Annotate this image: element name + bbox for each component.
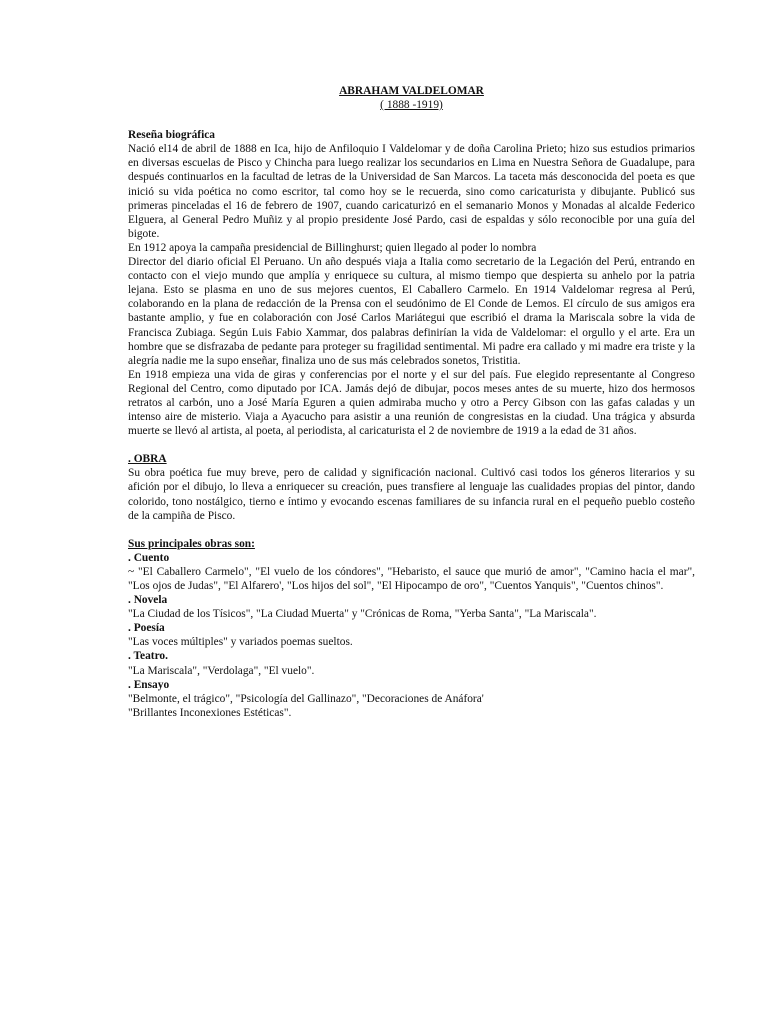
works-list: "Brillantes Inconexiones Estéticas".: [128, 706, 292, 719]
genre-heading: . Teatro.: [128, 650, 168, 663]
obra-paragraph: Su obra poética fue muy breve, pero de calidad y significación nacional. Cultivó casi todos los géneros literarios y su afición por el dibujo, lo lleva a enriquecer su creación, pues transfiere al lenguaje las cualidades propias del pintor, dando colorido, tono nostálgico, tierno e íntimo y evocando escenas familiares de su infancia rural en el pequeño pueblo costeño de la campiña de Pisco.: [128, 467, 695, 522]
bio-paragraph: En 1918 empieza una vida de giras y conferencias por el norte y el sur del país. Fue elegido representante al Congreso Regional del Centro, como diputado por ICA. Jamás dejó de dibujar, pocos meses antes de su muerte, hizo dos hermosos retratos al carbón, uno a José María Eguren a quien admiraba mucho y otro a Percy Gibson con las gafas caladas y un intenso aire de misterio. Viaja a Ayacucho para asistir a una reunión de congresistas en la ciudad. Una trágica y absurda muerte se llevó al artista, al poeta, al periodista, al caricaturista el 2 de noviembre de 1919 a la edad de 31 años.: [128, 368, 695, 438]
works-list: "Belmonte, el trágico", "Psicología del Gallinazo", "Decoraciones de Anáfora': [128, 692, 484, 705]
document-title: ABRAHAM VALDELOMAR: [339, 85, 484, 97]
genre-heading: . Cuento: [128, 551, 170, 564]
bio-paragraph: En 1912 apoya la campaña presidencial de Billinghurst; quien llegado al poder lo nombra: [128, 241, 537, 254]
document-page: [128, 84, 695, 720]
works-list: "Las voces múltiples" y variados poemas sueltos.: [128, 636, 353, 649]
genre-heading: . Ensayo: [128, 678, 170, 691]
bio-paragraph: Nació el14 de abril de 1888 en Ica, hijo de Anfiloquio I Valdelomar y de doña Carolina Prieto; hizo sus estudios primarios en diversas escuelas de Pisco y Chincha para luego realizar los secundarios en Lima en Nuestra Señora de Guadalupe, para después continuarlos en la facultad de letras de la Universidad de San Marcos. La taceta más desconocida del poeta es que inició su vida poética no como escritor, tal como hoy se le recuerda, sino como caricaturista y dibujante. Publicó sus primeras pinceladas el 16 de febrero de 1907, cuando caricaturizó en el semanario Monos y Monadas al alcalde Federico Elguera, al General Pedro Muñiz y al propio presidente José Pardo, casi de espaldas y sólo reconocible por una guía del bigote.: [128, 143, 695, 240]
works-list: "La Mariscala", "Verdolaga", "El vuelo".: [128, 664, 315, 677]
obra-heading: . OBRA: [128, 453, 167, 466]
works-heading: Sus principales obras son:: [128, 537, 255, 550]
bio-paragraph: Director del diario oficial El Peruano. Un año después viaja a Italia como secretario de la Legación del Perú, entrando en contacto con el viejo mundo que amplía y enriquece su cultura, al mismo tiempo que despierta su anhelo por la patria lejana. Esto se plasma en uno de sus mejores cuentos, El Caballero Carmelo. En 1914 Valdelomar regresa al Perú, colaborando en la plana de redacción de la Prensa con el seudónimo de El Conde de Lemos. El círculo de sus amigos era bastante amplio, y fue en colaboración con José Carlos Mariátegui que escribió el drama la Mariscala sobre la vida de Francisca Zubiaga. Según Luis Fabio Xammar, dos palabras definirían la vida de Valdelomar: el orgullo y el arte. Era un hombre que se disfrazaba de pedante para proteger su fragilidad sentimental. Mi padre era callado y mi madre era triste y la alegría nadie me la supo enseñar, finaliza uno de sus más celebrados sonetos, Tristitia.: [128, 256, 695, 367]
works-list: "La Ciudad de los Tísicos", "La Ciudad Muerta" y "Crónicas de Roma, "Yerba Santa", "La Mariscala".: [128, 608, 597, 621]
genre-heading: . Poesía: [128, 622, 165, 635]
bio-heading: Reseña biográfica: [128, 129, 215, 142]
genre-heading: . Novela: [128, 594, 168, 607]
works-list: ~ "El Caballero Carmelo", "El vuelo de los cóndores", "Hebaristo, el sauce que murió de amor", "Camino hacia el mar", "Los ojos de Judas", "El Alfarero', "Los hijos del sol", "El Hipocampo de oro", "Cuentos Yanquis", "Cuentos chinos".: [128, 565, 695, 592]
document-dates: ( 1888 -1919): [380, 99, 443, 112]
